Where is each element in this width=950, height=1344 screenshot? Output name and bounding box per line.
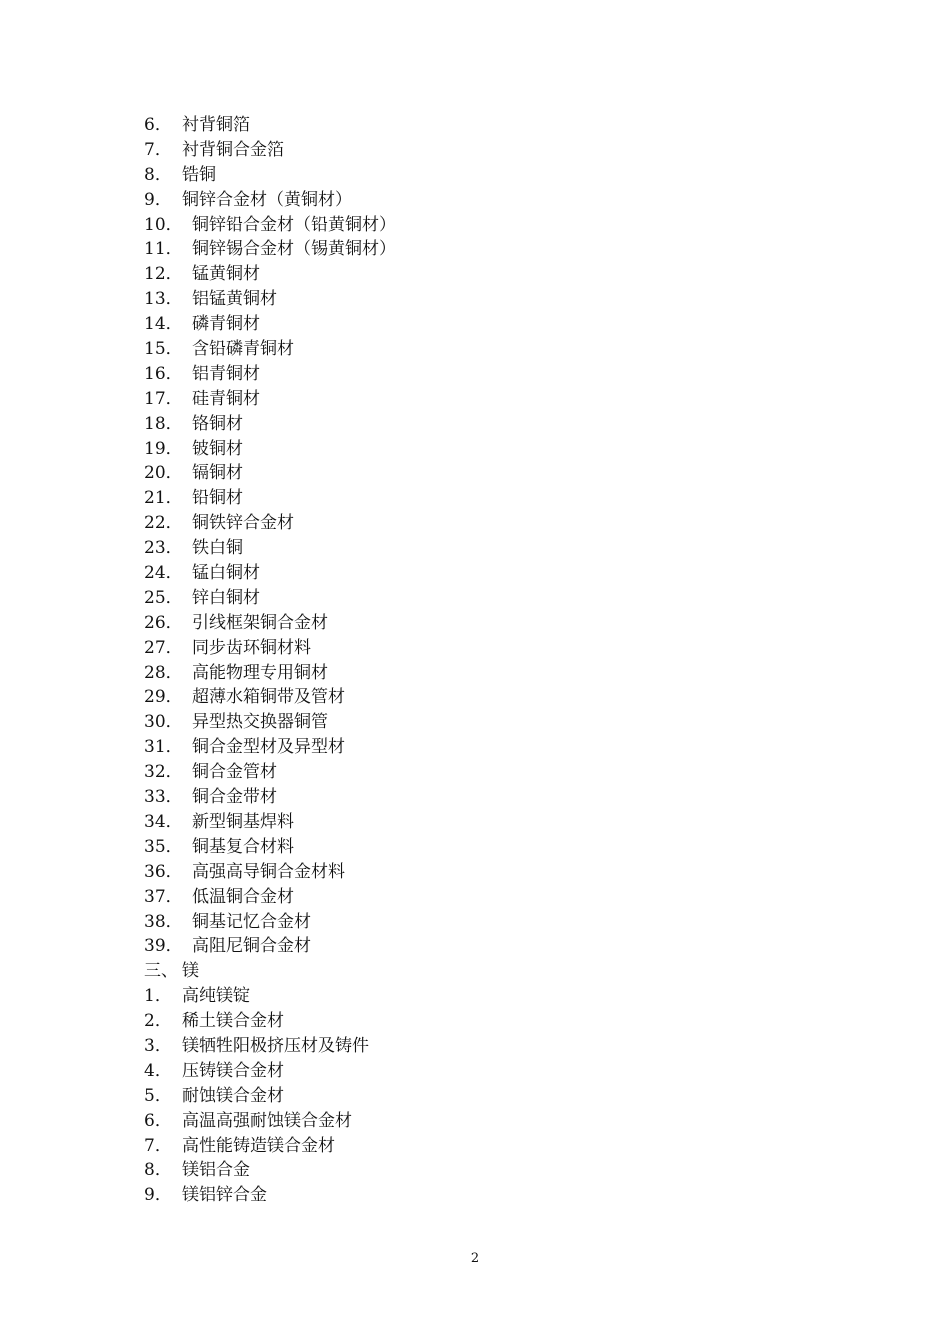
list-item-text: 锆铜 xyxy=(182,164,216,185)
list-item xyxy=(144,611,396,636)
list-item-number: 16． xyxy=(144,363,183,384)
list-item xyxy=(144,1034,396,1059)
list-item xyxy=(144,337,396,362)
list-item-number: 24． xyxy=(144,563,183,584)
list-item-number: 8． xyxy=(144,1160,172,1181)
list-item-text: 高性能铸造镁合金材 xyxy=(182,1135,335,1156)
list-item xyxy=(144,685,396,710)
list-item xyxy=(144,661,396,686)
list-item-text: 衬背铜箔 xyxy=(182,115,250,135)
list-item xyxy=(144,262,396,287)
list-item xyxy=(144,511,396,536)
list-item-number: 7． xyxy=(144,1135,172,1156)
list-item-text: 超薄水箱铜带及管材 xyxy=(192,687,345,708)
list-item-text: 镁牺牲阳极挤压材及铸件 xyxy=(182,1035,369,1056)
list-item-text: 硅青铜材 xyxy=(192,388,260,409)
list-item-text: 高温高强耐蚀镁合金材 xyxy=(182,1110,352,1131)
list-item-text: 新型铜基焊料 xyxy=(192,811,294,832)
list-item-number: 25． xyxy=(144,587,183,608)
list-item-number: 37． xyxy=(144,886,183,907)
list-item-number: 4． xyxy=(144,1060,172,1081)
list-item xyxy=(144,1109,396,1134)
list-item xyxy=(144,437,396,462)
list-item-number: 21． xyxy=(144,488,183,509)
list-item-text: 含铅磷青铜材 xyxy=(192,339,294,360)
list-item-number: 26． xyxy=(144,612,183,633)
list-item-number: 19． xyxy=(144,438,183,459)
list-item-number: 32． xyxy=(144,762,183,783)
list-item-text: 高纯镁锭 xyxy=(182,986,250,1007)
list-item-number: 7． xyxy=(144,139,172,160)
list-item-text: 镉铜材 xyxy=(192,463,243,484)
list-item xyxy=(144,1009,396,1034)
list-item-number: 39． xyxy=(144,936,183,957)
list-item xyxy=(144,237,396,262)
list-item xyxy=(144,362,396,387)
list-item-number: 36． xyxy=(144,861,183,882)
list-item-text: 铜基复合材料 xyxy=(192,836,294,857)
list-item-text: 锰白铜材 xyxy=(192,563,260,584)
list-item xyxy=(144,860,396,885)
list-item-number: 三、 xyxy=(144,961,178,982)
list-item-number: 29． xyxy=(144,687,183,708)
list-item xyxy=(144,1059,396,1084)
list-item-text: 铜合金型材及异型材 xyxy=(192,737,345,758)
list-item xyxy=(144,785,396,810)
list-item-text: 衬背铜合金箔 xyxy=(182,139,284,160)
list-item-text: 铜合金管材 xyxy=(192,762,277,783)
list-item-text: 镁 xyxy=(182,961,199,982)
list-item xyxy=(144,113,396,138)
list-item xyxy=(144,910,396,935)
list-item-number: 11． xyxy=(144,239,183,260)
list-item-number: 15． xyxy=(144,339,183,360)
list-item-text: 高能物理专用铜材 xyxy=(192,662,328,683)
list-item-text: 高强高导铜合金材料 xyxy=(192,861,345,882)
list-item xyxy=(144,287,396,312)
list-item xyxy=(144,163,396,188)
list-item-text: 低温铜合金材 xyxy=(192,886,294,907)
list-item-number: 20． xyxy=(144,463,183,484)
list-item xyxy=(144,486,396,511)
list-item-number: 8． xyxy=(144,164,172,185)
list-item-number: 1． xyxy=(144,986,172,1007)
list-item-text: 镁铝合金 xyxy=(182,1160,250,1181)
list-item-text: 铬铜材 xyxy=(192,413,243,434)
list-item-number: 31． xyxy=(144,737,183,758)
list-item xyxy=(144,561,396,586)
list-item-number: 38． xyxy=(144,911,183,932)
list-item-text: 镁铝锌合金 xyxy=(182,1185,267,1206)
list-item-number: 30． xyxy=(144,712,183,733)
list-item xyxy=(144,1158,396,1183)
list-item-text: 异型热交换器铜管 xyxy=(192,712,328,733)
list-item-text: 铜锌合金材（黄铜材） xyxy=(182,189,352,210)
list-item xyxy=(144,461,396,486)
list-item-number: 6． xyxy=(144,1110,172,1131)
list-item-text: 铜铁锌合金材 xyxy=(192,513,294,534)
list-item-text: 锌白铜材 xyxy=(192,587,260,608)
list-item xyxy=(144,934,396,959)
list-item-text: 铁白铜 xyxy=(192,538,243,559)
list-item xyxy=(144,710,396,735)
list-item-number: 13． xyxy=(144,289,183,310)
list-item-number: 35． xyxy=(144,836,183,857)
list-item-text: 耐蚀镁合金材 xyxy=(182,1085,284,1106)
list-item-number: 2． xyxy=(144,1011,172,1032)
list-item xyxy=(144,1134,396,1159)
list-item xyxy=(144,586,396,611)
list-item-text: 铍铜材 xyxy=(192,438,243,459)
list-item-text: 铜合金带材 xyxy=(192,787,277,808)
list-item-number: 10． xyxy=(144,214,183,235)
list-item xyxy=(144,188,396,213)
list-item-number: 3． xyxy=(144,1035,172,1056)
list-item xyxy=(144,412,396,437)
list-item xyxy=(144,984,396,1009)
list-item-text: 引线框架铜合金材 xyxy=(192,612,328,633)
list-item-text: 高阻尼铜合金材 xyxy=(192,936,311,957)
list-item-number: 12． xyxy=(144,264,183,285)
material-list xyxy=(144,113,396,1208)
list-item xyxy=(144,536,396,561)
list-item xyxy=(144,1084,396,1109)
list-item-number: 5． xyxy=(144,1085,172,1106)
list-item-number: 9． xyxy=(144,1185,172,1206)
list-item-number: 28． xyxy=(144,662,183,683)
list-item-number: 23． xyxy=(144,538,183,559)
list-item xyxy=(144,810,396,835)
list-item-text: 锰黄铜材 xyxy=(192,264,260,285)
list-item-number: 27． xyxy=(144,637,183,658)
list-item xyxy=(144,636,396,661)
list-item xyxy=(144,1183,396,1208)
list-item-number: 17． xyxy=(144,388,183,409)
list-item-text: 铜基记忆合金材 xyxy=(192,911,311,932)
list-item-number: 9． xyxy=(144,189,172,210)
page-number: 2 xyxy=(470,1251,480,1266)
list-item xyxy=(144,760,396,785)
list-item xyxy=(144,387,396,412)
list-item-number: 14． xyxy=(144,314,183,335)
list-item xyxy=(144,885,396,910)
list-item xyxy=(144,835,396,860)
list-item-number: 6． xyxy=(144,115,172,135)
list-item-text: 铝青铜材 xyxy=(192,363,260,384)
list-item-text: 铝锰黄铜材 xyxy=(192,289,277,310)
list-item xyxy=(144,959,396,984)
list-item xyxy=(144,312,396,337)
list-item-text: 铅铜材 xyxy=(192,488,243,509)
list-item-text: 稀土镁合金材 xyxy=(182,1011,284,1032)
list-item xyxy=(144,138,396,163)
list-item xyxy=(144,735,396,760)
list-item-number: 33． xyxy=(144,787,183,808)
list-item-number: 18． xyxy=(144,413,183,434)
list-item-text: 压铸镁合金材 xyxy=(182,1060,284,1081)
list-item xyxy=(144,213,396,238)
list-item-text: 磷青铜材 xyxy=(192,314,260,335)
list-item-text: 铜锌锡合金材（锡黄铜材） xyxy=(192,239,396,260)
list-item-text: 铜锌铅合金材（铅黄铜材） xyxy=(192,214,396,235)
list-item-number: 22． xyxy=(144,513,183,534)
list-item-text: 同步齿环铜材料 xyxy=(192,637,311,658)
list-item-number: 34． xyxy=(144,811,183,832)
